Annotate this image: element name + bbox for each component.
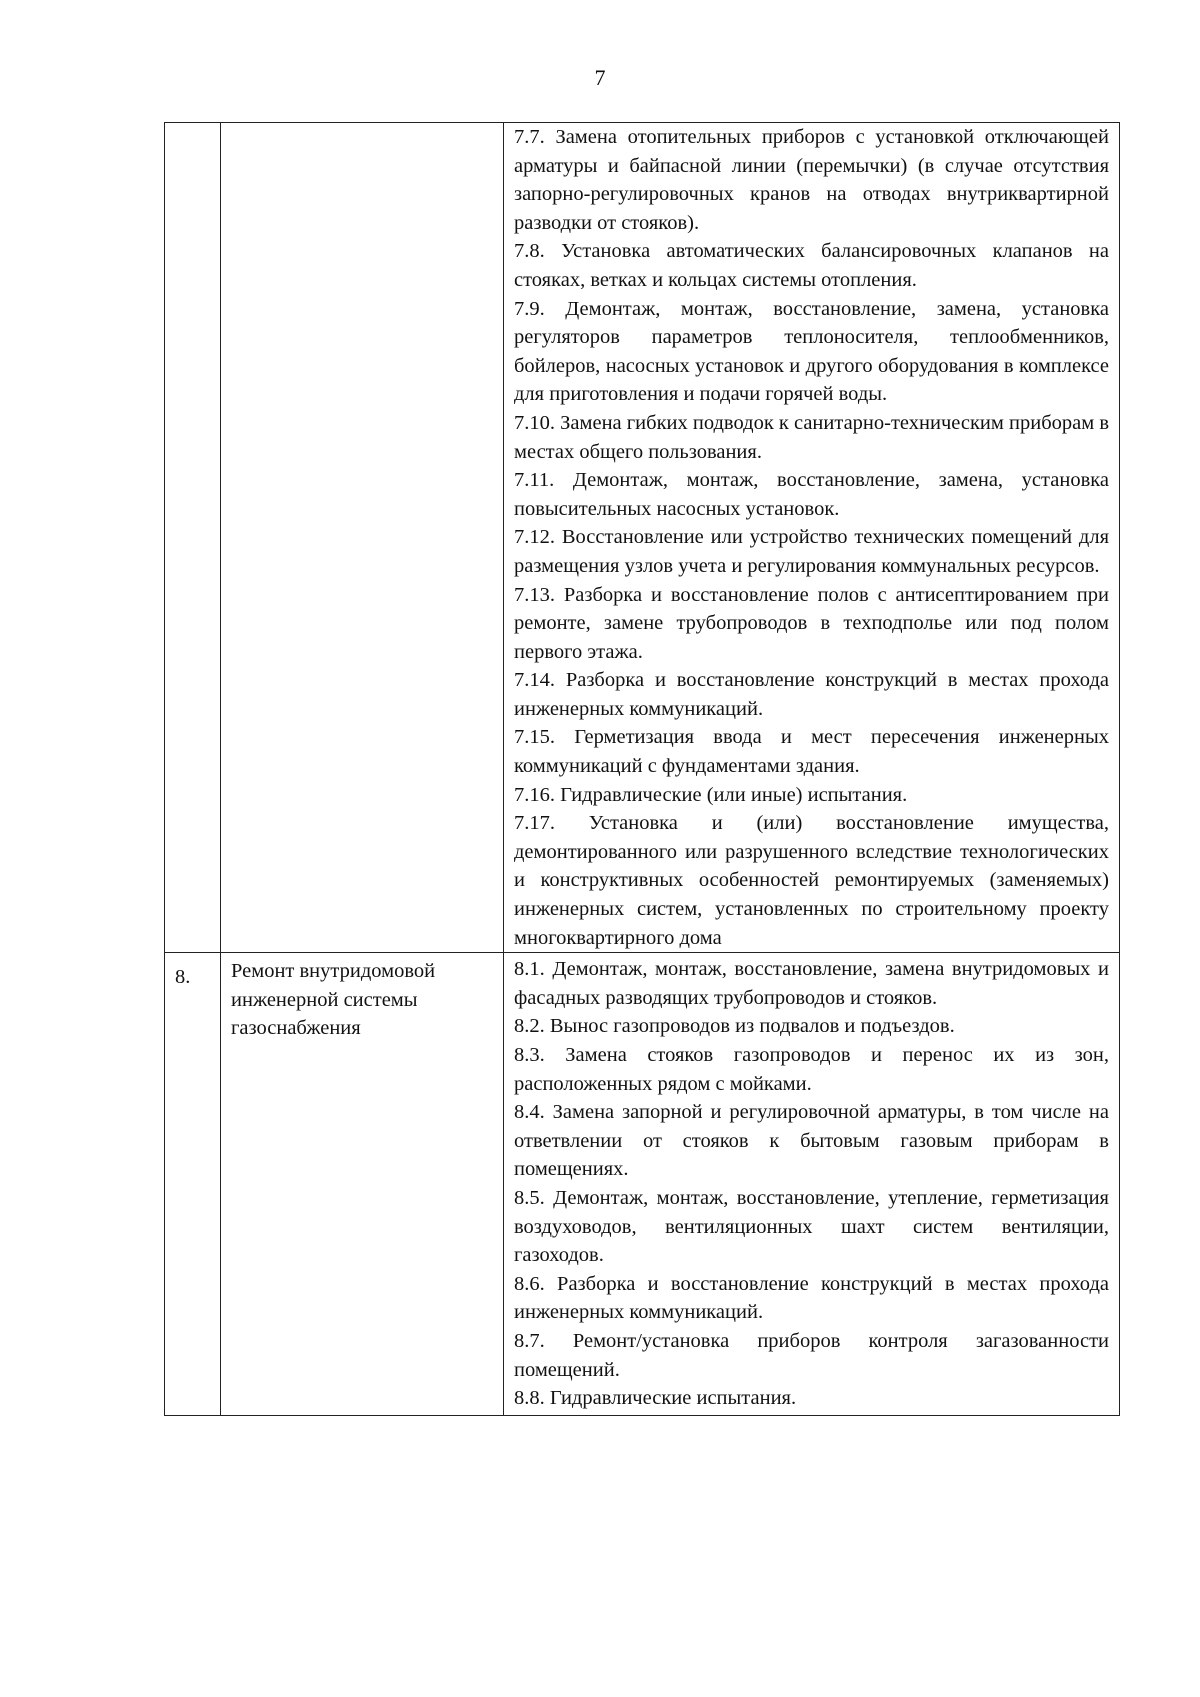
work-item: 7.7. Замена отопительных приборов с установкой отключающей арматуры и байпасной линии (перемычки) (в случае отсутствия запорно-регулировочных кранов на отводах внутриквартирной разводки от стояков). bbox=[514, 126, 1109, 234]
work-item: 7.10. Замена гибких подводок к санитарно-техническим приборам в местах общего пользования. bbox=[514, 411, 1110, 463]
work-item: 8.5. Демонтаж, монтаж, восстановление, утепление, герметизация воздуховодов, вентиляционных шахт систем вентиляции, газоходов. bbox=[514, 1186, 1109, 1267]
work-item: 8.2. Вынос газопроводов из подвалов и подъездов. bbox=[514, 1015, 955, 1038]
work-item: 7.14. Разборка и восстановление конструкций в местах прохода инженерных коммуникаций. bbox=[514, 669, 1109, 720]
work-item: 8.3. Замена стояков газопроводов и перенос их из зон, расположенных рядом с мойками. bbox=[514, 1044, 1109, 1095]
page-number: 7 bbox=[594, 65, 606, 90]
work-item: 7.9. Демонтаж, монтаж, восстановление, замена, установка регуляторов параметров теплоносителя, теплообменников, бойлеров, насосных установок и другого оборудования в комплексе для приготовления и подачи горячей воды. bbox=[514, 297, 1109, 406]
work-item: 7.13. Разборка и восстановление полов с антисептированием при ремонте, замене трубопроводов в техподполье или под полом первого этажа. bbox=[514, 583, 1109, 663]
work-item: 7.12. Восстановление или устройство технических помещений для размещения узлов учета и регулирования коммунальных ресурсов. bbox=[514, 526, 1109, 577]
work-item: 8.7. Ремонт/установка приборов контроля загазованности помещений. bbox=[514, 1329, 1109, 1381]
table-row bbox=[165, 953, 1120, 1416]
work-item: 8.6. Разборка и восстановление конструкций в местах прохода инженерных коммуникаций. bbox=[514, 1272, 1109, 1324]
work-item: 8.8. Гидравлические испытания. bbox=[514, 1387, 797, 1410]
works-list bbox=[504, 123, 1120, 953]
work-item: 8.4. Замена запорной и регулировочной арматуры, в том числе на ответвлении от стояков к бытовым газовым приборам в помещениях. bbox=[514, 1101, 1109, 1181]
works-table bbox=[164, 122, 1120, 1416]
row-number: 8. bbox=[165, 953, 221, 1416]
table-row bbox=[165, 123, 1120, 953]
work-item: 7.17. Установка и (или) восстановление имущества, демонтированного или разрушенного вследствие технологических и конструктивных особенностей ремонтируемых (заменяемых) инженерных систем, установленных по строительному проекту многоквартирного дома bbox=[514, 812, 1109, 949]
works-list bbox=[504, 953, 1120, 1416]
work-item: 7.8. Установка автоматических балансировочных клапанов на стояках, ветках и кольцах системы отопления. bbox=[514, 240, 1109, 291]
work-item: 7.15. Герметизация ввода и мест пересечения инженерных коммуникаций с фундаментами здания. bbox=[514, 726, 1109, 778]
row-number bbox=[165, 123, 221, 953]
work-item: 7.16. Гидравлические (или иные) испытания. bbox=[514, 783, 908, 806]
system-name bbox=[221, 123, 504, 953]
work-item: 8.1. Демонтаж, монтаж, восстановление, замена внутридомовых и фасадных разводящих трубопроводов и стояков. bbox=[514, 958, 1109, 1009]
work-item: 7.11. Демонтаж, монтаж, восстановление, замена, установка повысительных насосных установок. bbox=[514, 469, 1109, 520]
system-name: Ремонт внутридомовой инженерной системы газоснабжения bbox=[221, 953, 504, 1416]
